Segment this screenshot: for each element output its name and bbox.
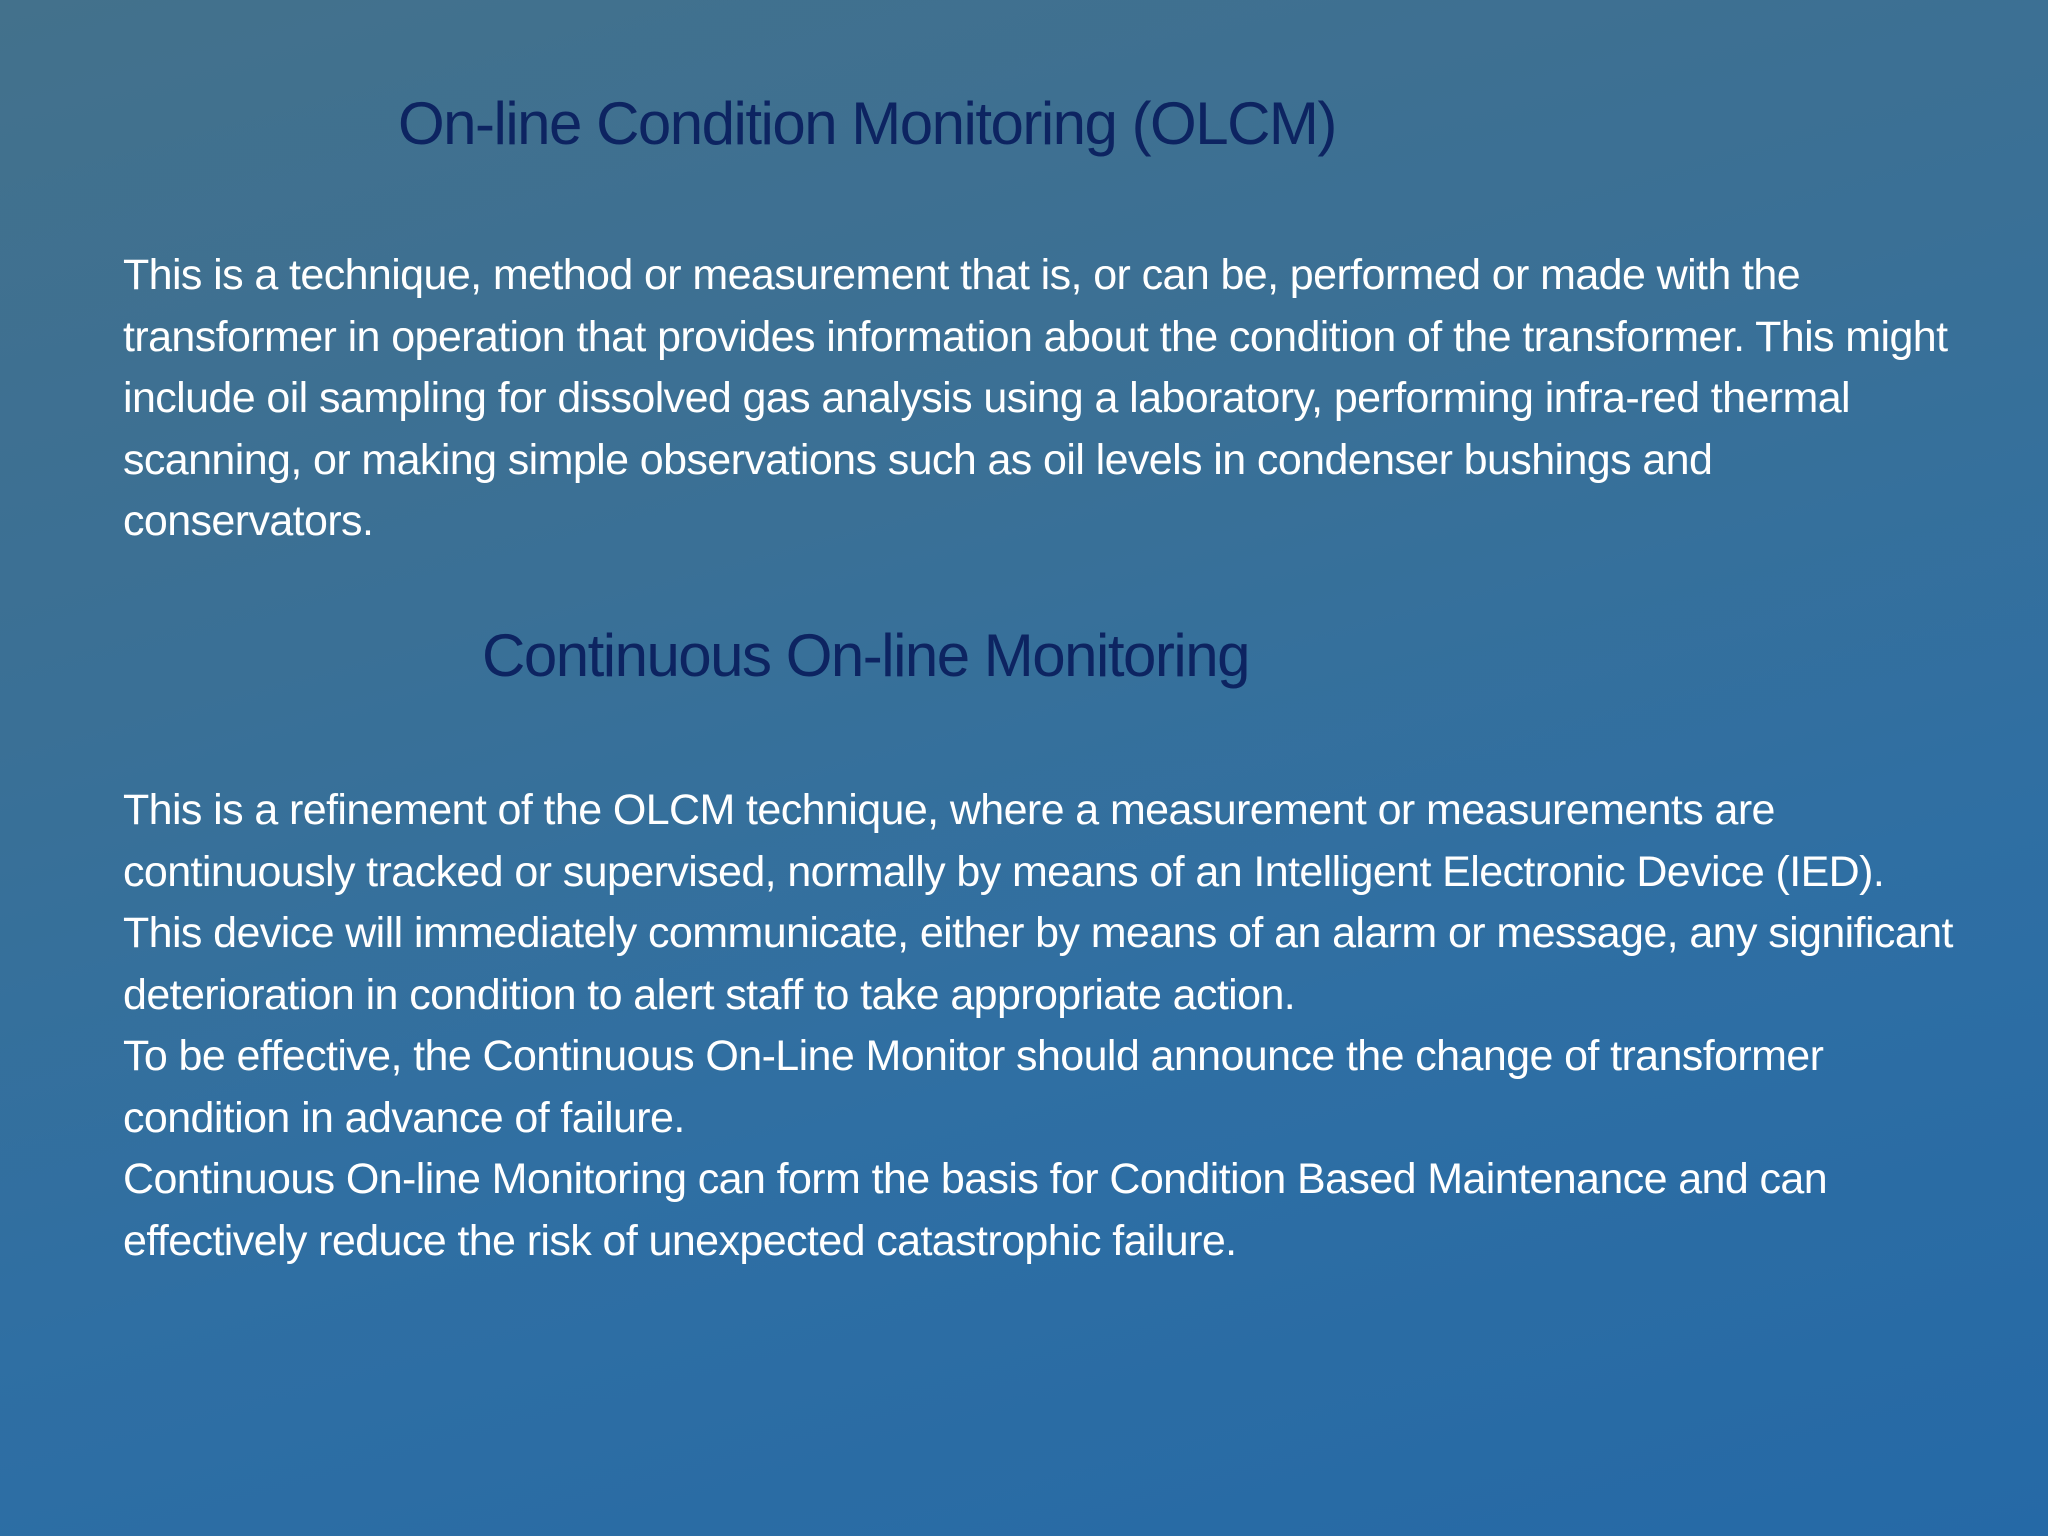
paragraph-refinement: This is a refinement of the OLCM technique, where a measurement or measurements are continuously tracked or supervised, normally by means of an Intelligent Electronic Device (IED). This device will immediately communicate, either by means of an alarm or message, any significant deterioration in condition to alert staff to take appropriate action.: [123, 786, 1953, 1019]
heading-continuous-monitoring: Continuous On-line Monitoring: [482, 622, 1249, 689]
paragraph-benefits: Continuous On-line Monitoring can form the basis for Condition Based Maintenance and can effectively reduce the risk of unexpected catastrophic failure.: [123, 1155, 1828, 1265]
paragraph-olcm-definition: This is a technique, method or measurement that is, or can be, performed or made with the transformer in operation that provides information about the condition of the transformer. This might include oil sampling for dissolved gas analysis using a laboratory, performing infra-red thermal scanning, or making simple observations such as oil levels in condenser bushings and conservators.: [123, 251, 1948, 545]
continuous-monitoring-description: [123, 780, 1953, 1272]
olcm-description: [123, 245, 1953, 553]
paragraph-effectiveness: To be effective, the Continuous On-Line Monitor should announce the change of transformer condition in advance of failure.: [123, 1032, 1824, 1142]
heading-olcm: On-line Condition Monitoring (OLCM): [398, 90, 1336, 157]
